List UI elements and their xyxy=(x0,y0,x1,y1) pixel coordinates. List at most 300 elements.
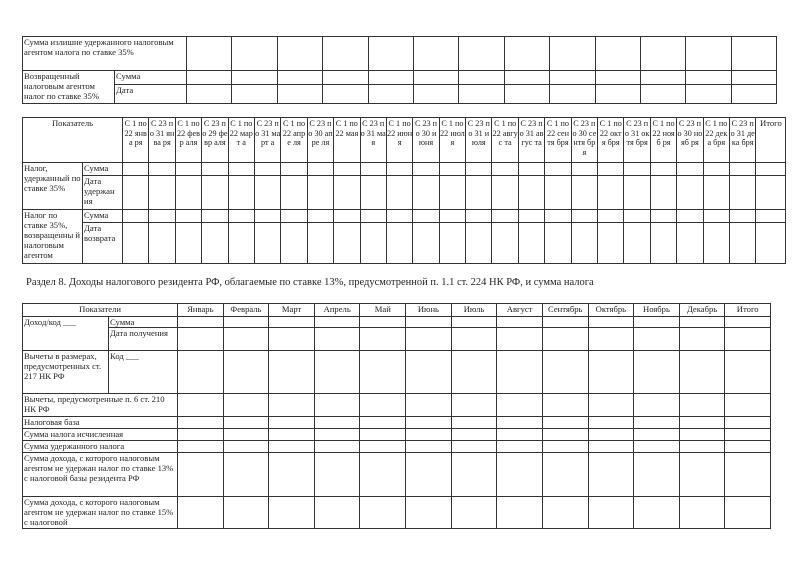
value-cell[interactable] xyxy=(595,37,640,71)
value-cell[interactable] xyxy=(634,453,680,497)
value-cell[interactable] xyxy=(725,328,771,351)
value-cell[interactable] xyxy=(178,429,224,441)
value-cell[interactable] xyxy=(451,328,497,351)
value-cell[interactable] xyxy=(451,429,497,441)
value-cell[interactable] xyxy=(542,351,588,394)
value-cell[interactable] xyxy=(756,210,786,223)
value-cell[interactable] xyxy=(307,176,333,210)
withheld-date-row xyxy=(23,176,786,210)
value-cell[interactable] xyxy=(679,351,725,394)
value-cell[interactable] xyxy=(725,317,771,328)
month-header: Май xyxy=(360,304,406,317)
value-cell[interactable] xyxy=(360,328,406,351)
value-cell[interactable] xyxy=(406,328,452,351)
value-cell[interactable] xyxy=(679,453,725,497)
value-cell[interactable] xyxy=(254,210,280,223)
returned-date-label: Дата xyxy=(115,85,187,104)
value-cell[interactable] xyxy=(149,163,175,176)
value-cell[interactable] xyxy=(178,328,224,351)
value-cell[interactable] xyxy=(413,223,439,264)
value-cell[interactable] xyxy=(269,317,315,328)
value-cell[interactable] xyxy=(730,210,756,223)
value-cell[interactable] xyxy=(386,210,412,223)
value-cell[interactable] xyxy=(598,176,624,210)
value-cell[interactable] xyxy=(571,163,597,176)
total-header: Итого xyxy=(756,118,786,163)
value-cell[interactable] xyxy=(588,394,634,417)
value-cell[interactable] xyxy=(679,394,725,417)
value-cell[interactable] xyxy=(175,176,201,210)
period-header: С 23 по 31 октя бря xyxy=(624,118,650,163)
value-cell[interactable] xyxy=(281,176,307,210)
section-8-heading: Раздел 8. Доходы налогового резидента РФ, облагаемые по ставке 13%, предусмотренной п. 1.1 ст. 224 НК РФ, и сумма налога xyxy=(26,277,594,288)
value-cell[interactable] xyxy=(451,417,497,429)
value-cell[interactable] xyxy=(634,351,680,394)
value-cell[interactable] xyxy=(497,441,543,453)
value-cell[interactable] xyxy=(254,223,280,264)
value-cell[interactable] xyxy=(545,176,571,210)
value-cell[interactable] xyxy=(269,328,315,351)
value-cell[interactable] xyxy=(269,429,315,441)
value-cell[interactable] xyxy=(588,351,634,394)
value-cell[interactable] xyxy=(178,394,224,417)
returned-label: Возвращенный налоговым агентом налог по ставке 35% xyxy=(23,71,115,104)
value-cell[interactable] xyxy=(598,163,624,176)
indicator-header: Показатель xyxy=(23,118,123,163)
value-cell[interactable] xyxy=(542,394,588,417)
value-cell[interactable] xyxy=(360,497,406,529)
value-cell[interactable] xyxy=(542,328,588,351)
value-cell[interactable] xyxy=(634,328,680,351)
value-cell[interactable] xyxy=(277,85,322,104)
value-cell[interactable] xyxy=(406,429,452,441)
returned-sum-label: Сумма xyxy=(83,210,123,223)
value-cell[interactable] xyxy=(323,71,368,85)
value-cell[interactable] xyxy=(360,163,386,176)
value-cell[interactable] xyxy=(598,223,624,264)
value-cell[interactable] xyxy=(360,210,386,223)
returned-sum-label: Сумма xyxy=(115,71,187,85)
value-cell[interactable] xyxy=(588,429,634,441)
value-cell[interactable] xyxy=(223,429,269,441)
value-cell[interactable] xyxy=(686,85,731,104)
value-cell[interactable] xyxy=(223,317,269,328)
value-cell[interactable] xyxy=(281,163,307,176)
value-cell[interactable] xyxy=(314,417,360,429)
value-cell[interactable] xyxy=(492,210,518,223)
value-cell[interactable] xyxy=(228,176,254,210)
value-cell[interactable] xyxy=(223,497,269,529)
period-header: С 1 по 22 февр аля xyxy=(175,118,201,163)
value-cell[interactable] xyxy=(686,37,731,71)
month-header: Июнь xyxy=(406,304,452,317)
value-cell[interactable] xyxy=(269,394,315,417)
value-cell[interactable] xyxy=(413,71,458,85)
value-cell[interactable] xyxy=(228,210,254,223)
value-cell[interactable] xyxy=(542,441,588,453)
value-cell[interactable] xyxy=(640,85,685,104)
value-cell[interactable] xyxy=(731,71,776,85)
value-cell[interactable] xyxy=(277,37,322,71)
period-header: С 1 по 22 июня xyxy=(386,118,412,163)
deductions-210-row xyxy=(23,394,771,417)
value-cell[interactable] xyxy=(730,163,756,176)
value-cell[interactable] xyxy=(677,176,703,210)
value-cell[interactable] xyxy=(588,328,634,351)
value-cell[interactable] xyxy=(187,71,232,85)
period-header: С 23 по 31 янва ря xyxy=(149,118,175,163)
value-cell[interactable] xyxy=(334,163,360,176)
value-cell[interactable] xyxy=(518,210,544,223)
value-cell[interactable] xyxy=(497,317,543,328)
returned-sum-row xyxy=(23,71,777,85)
value-cell[interactable] xyxy=(413,163,439,176)
value-cell[interactable] xyxy=(640,37,685,71)
value-cell[interactable] xyxy=(314,317,360,328)
period-header: С 1 по 22 мая xyxy=(334,118,360,163)
value-cell[interactable] xyxy=(439,163,465,176)
value-cell[interactable] xyxy=(149,223,175,264)
value-cell[interactable] xyxy=(466,210,492,223)
value-cell[interactable] xyxy=(360,351,406,394)
value-cell[interactable] xyxy=(550,71,595,85)
value-cell[interactable] xyxy=(223,441,269,453)
returned-date-row xyxy=(23,85,777,104)
value-cell[interactable] xyxy=(386,223,412,264)
month-header: Январь xyxy=(178,304,224,317)
value-cell[interactable] xyxy=(178,497,224,529)
value-cell[interactable] xyxy=(550,85,595,104)
value-cell[interactable] xyxy=(650,210,676,223)
value-cell[interactable] xyxy=(269,441,315,453)
value-cell[interactable] xyxy=(451,453,497,497)
value-cell[interactable] xyxy=(504,71,549,85)
value-cell[interactable] xyxy=(269,453,315,497)
value-cell[interactable] xyxy=(175,223,201,264)
value-cell[interactable] xyxy=(588,453,634,497)
value-cell[interactable] xyxy=(492,223,518,264)
value-cell[interactable] xyxy=(725,351,771,394)
value-cell[interactable] xyxy=(459,85,504,104)
value-cell[interactable] xyxy=(497,417,543,429)
deductions-217-label: Вычеты в размерах, предусмотренных ст. 217 НК РФ xyxy=(23,351,109,394)
value-cell[interactable] xyxy=(368,71,413,85)
value-cell[interactable] xyxy=(679,417,725,429)
value-cell[interactable] xyxy=(202,223,228,264)
value-cell[interactable] xyxy=(360,417,406,429)
value-cell[interactable] xyxy=(269,417,315,429)
value-cell[interactable] xyxy=(634,441,680,453)
value-cell[interactable] xyxy=(492,176,518,210)
value-cell[interactable] xyxy=(497,328,543,351)
value-cell[interactable] xyxy=(679,317,725,328)
value-cell[interactable] xyxy=(624,210,650,223)
value-cell[interactable] xyxy=(466,163,492,176)
value-cell[interactable] xyxy=(187,85,232,104)
value-cell[interactable] xyxy=(725,429,771,441)
value-cell[interactable] xyxy=(360,176,386,210)
value-cell[interactable] xyxy=(386,176,412,210)
value-cell[interactable] xyxy=(314,328,360,351)
value-cell[interactable] xyxy=(228,223,254,264)
value-cell[interactable] xyxy=(588,417,634,429)
period-header: С 23 по 31 авгус та xyxy=(518,118,544,163)
value-cell[interactable] xyxy=(504,37,549,71)
value-cell[interactable] xyxy=(314,497,360,529)
value-cell[interactable] xyxy=(756,176,786,210)
value-cell[interactable] xyxy=(123,210,149,223)
value-cell[interactable] xyxy=(451,441,497,453)
period-header: С 1 по 22 нояб ря xyxy=(650,118,676,163)
value-cell[interactable] xyxy=(492,163,518,176)
value-cell[interactable] xyxy=(314,453,360,497)
value-cell[interactable] xyxy=(571,210,597,223)
value-cell[interactable] xyxy=(406,497,452,529)
month-header: Ноябрь xyxy=(634,304,680,317)
period-header: С 23 по 30 сентя бря xyxy=(571,118,597,163)
tax-35-periods-table xyxy=(22,117,786,264)
income-not-withheld-15-row xyxy=(23,497,771,529)
value-cell[interactable] xyxy=(634,417,680,429)
value-cell[interactable] xyxy=(650,176,676,210)
value-cell[interactable] xyxy=(187,37,232,71)
value-cell[interactable] xyxy=(360,453,406,497)
value-cell[interactable] xyxy=(725,441,771,453)
value-cell[interactable] xyxy=(314,394,360,417)
value-cell[interactable] xyxy=(202,210,228,223)
income-date-row xyxy=(23,328,771,351)
value-cell[interactable] xyxy=(178,441,224,453)
deductions-210-label: Вычеты, предусмотренные п. 6 ст. 210 НК РФ xyxy=(23,394,178,417)
value-cell[interactable] xyxy=(269,497,315,529)
value-cell[interactable] xyxy=(439,223,465,264)
value-cell[interactable] xyxy=(542,317,588,328)
value-cell[interactable] xyxy=(223,328,269,351)
period-header: С 23 по 31 дека бря xyxy=(730,118,756,163)
value-cell[interactable] xyxy=(368,85,413,104)
value-cell[interactable] xyxy=(624,163,650,176)
value-cell[interactable] xyxy=(504,85,549,104)
value-cell[interactable] xyxy=(677,210,703,223)
value-cell[interactable] xyxy=(202,163,228,176)
value-cell[interactable] xyxy=(497,497,543,529)
value-cell[interactable] xyxy=(314,429,360,441)
value-cell[interactable] xyxy=(518,223,544,264)
value-cell[interactable] xyxy=(466,176,492,210)
value-cell[interactable] xyxy=(731,37,776,71)
value-cell[interactable] xyxy=(314,441,360,453)
value-cell[interactable] xyxy=(466,223,492,264)
value-cell[interactable] xyxy=(123,163,149,176)
value-cell[interactable] xyxy=(334,210,360,223)
value-cell[interactable] xyxy=(451,394,497,417)
value-cell[interactable] xyxy=(634,429,680,441)
value-cell[interactable] xyxy=(281,223,307,264)
value-cell[interactable] xyxy=(406,317,452,328)
value-cell[interactable] xyxy=(334,223,360,264)
value-cell[interactable] xyxy=(550,37,595,71)
value-cell[interactable] xyxy=(175,210,201,223)
value-cell[interactable] xyxy=(650,223,676,264)
period-header: С 23 по 31 мая xyxy=(360,118,386,163)
value-cell[interactable] xyxy=(677,163,703,176)
value-cell[interactable] xyxy=(624,176,650,210)
month-header: Апрель xyxy=(314,304,360,317)
value-cell[interactable] xyxy=(624,223,650,264)
value-cell[interactable] xyxy=(571,223,597,264)
value-cell[interactable] xyxy=(223,351,269,394)
value-cell[interactable] xyxy=(202,176,228,210)
value-cell[interactable] xyxy=(360,441,406,453)
value-cell[interactable] xyxy=(368,37,413,71)
value-cell[interactable] xyxy=(281,210,307,223)
value-cell[interactable] xyxy=(634,394,680,417)
value-cell[interactable] xyxy=(542,417,588,429)
value-cell[interactable] xyxy=(588,497,634,529)
value-cell[interactable] xyxy=(686,71,731,85)
value-cell[interactable] xyxy=(730,176,756,210)
value-cell[interactable] xyxy=(518,163,544,176)
value-cell[interactable] xyxy=(730,223,756,264)
value-cell[interactable] xyxy=(413,210,439,223)
value-cell[interactable] xyxy=(725,497,771,529)
value-cell[interactable] xyxy=(223,453,269,497)
value-cell[interactable] xyxy=(360,394,406,417)
value-cell[interactable] xyxy=(178,453,224,497)
value-cell[interactable] xyxy=(634,497,680,529)
value-cell[interactable] xyxy=(223,417,269,429)
value-cell[interactable] xyxy=(307,210,333,223)
value-cell[interactable] xyxy=(451,497,497,529)
value-cell[interactable] xyxy=(679,497,725,529)
value-cell[interactable] xyxy=(518,176,544,210)
value-cell[interactable] xyxy=(725,394,771,417)
value-cell[interactable] xyxy=(725,417,771,429)
value-cell[interactable] xyxy=(149,176,175,210)
value-cell[interactable] xyxy=(314,351,360,394)
value-cell[interactable] xyxy=(703,210,729,223)
value-cell[interactable] xyxy=(598,210,624,223)
value-cell[interactable] xyxy=(228,163,254,176)
value-cell[interactable] xyxy=(123,223,149,264)
value-cell[interactable] xyxy=(703,163,729,176)
value-cell[interactable] xyxy=(679,441,725,453)
value-cell[interactable] xyxy=(542,429,588,441)
value-cell[interactable] xyxy=(269,351,315,394)
value-cell[interactable] xyxy=(497,453,543,497)
value-cell[interactable] xyxy=(307,163,333,176)
value-cell[interactable] xyxy=(123,176,149,210)
value-cell[interactable] xyxy=(545,163,571,176)
period-header: С 1 по 22 март а xyxy=(228,118,254,163)
period-header: С 1 по 22 апре ля xyxy=(281,118,307,163)
value-cell[interactable] xyxy=(703,176,729,210)
value-cell[interactable] xyxy=(677,223,703,264)
value-cell[interactable] xyxy=(323,85,368,104)
value-cell[interactable] xyxy=(175,163,201,176)
value-cell[interactable] xyxy=(277,71,322,85)
value-cell[interactable] xyxy=(439,210,465,223)
value-cell[interactable] xyxy=(542,453,588,497)
period-header: С 23 по 31 июля xyxy=(466,118,492,163)
month-header: Сентябрь xyxy=(542,304,588,317)
indicators-header: Показатели xyxy=(23,304,178,317)
value-cell[interactable] xyxy=(413,85,458,104)
value-cell[interactable] xyxy=(254,176,280,210)
value-cell[interactable] xyxy=(406,351,452,394)
value-cell[interactable] xyxy=(178,351,224,394)
value-cell[interactable] xyxy=(223,394,269,417)
value-cell[interactable] xyxy=(595,85,640,104)
value-cell[interactable] xyxy=(178,417,224,429)
value-cell[interactable] xyxy=(406,394,452,417)
value-cell[interactable] xyxy=(451,317,497,328)
value-cell[interactable] xyxy=(413,37,458,71)
value-cell[interactable] xyxy=(406,417,452,429)
value-cell[interactable] xyxy=(640,71,685,85)
value-cell[interactable] xyxy=(406,453,452,497)
value-cell[interactable] xyxy=(323,37,368,71)
tax-base-row xyxy=(23,417,771,429)
value-cell[interactable] xyxy=(451,351,497,394)
value-cell[interactable] xyxy=(386,163,412,176)
value-cell[interactable] xyxy=(149,210,175,223)
value-cell[interactable] xyxy=(232,37,277,71)
value-cell[interactable] xyxy=(497,351,543,394)
value-cell[interactable] xyxy=(413,176,439,210)
period-header: С 1 по 22 сентя бря xyxy=(545,118,571,163)
value-cell[interactable] xyxy=(360,317,406,328)
value-cell[interactable] xyxy=(459,71,504,85)
value-cell[interactable] xyxy=(703,223,729,264)
value-cell[interactable] xyxy=(178,317,224,328)
period-header: С 23 по 30 июня xyxy=(413,118,439,163)
value-cell[interactable] xyxy=(571,176,597,210)
value-cell[interactable] xyxy=(545,223,571,264)
value-cell[interactable] xyxy=(731,85,776,104)
value-cell[interactable] xyxy=(756,223,786,264)
value-cell[interactable] xyxy=(542,497,588,529)
value-cell[interactable] xyxy=(307,223,333,264)
value-cell[interactable] xyxy=(497,429,543,441)
value-cell[interactable] xyxy=(725,453,771,497)
value-cell[interactable] xyxy=(588,441,634,453)
value-cell[interactable] xyxy=(679,429,725,441)
value-cell[interactable] xyxy=(406,441,452,453)
value-cell[interactable] xyxy=(232,85,277,104)
value-cell[interactable] xyxy=(254,163,280,176)
value-cell[interactable] xyxy=(756,163,786,176)
overwithheld-tax-table xyxy=(22,36,777,104)
value-cell[interactable] xyxy=(459,37,504,71)
value-cell[interactable] xyxy=(232,71,277,85)
table-header-row xyxy=(23,118,786,163)
period-header: С 23 по 31 март а xyxy=(254,118,280,163)
value-cell[interactable] xyxy=(439,176,465,210)
tax-withheld-label: Сумма удержанного налога xyxy=(23,441,178,453)
value-cell[interactable] xyxy=(360,223,386,264)
returned-label: Налог по ставке 35%, возвращенны й налоговым агентом xyxy=(23,210,83,264)
value-cell[interactable] xyxy=(595,71,640,85)
value-cell[interactable] xyxy=(634,317,680,328)
value-cell[interactable] xyxy=(360,429,406,441)
value-cell[interactable] xyxy=(679,328,725,351)
value-cell[interactable] xyxy=(650,163,676,176)
value-cell[interactable] xyxy=(588,317,634,328)
value-cell[interactable] xyxy=(497,394,543,417)
value-cell[interactable] xyxy=(334,176,360,210)
value-cell[interactable] xyxy=(545,210,571,223)
